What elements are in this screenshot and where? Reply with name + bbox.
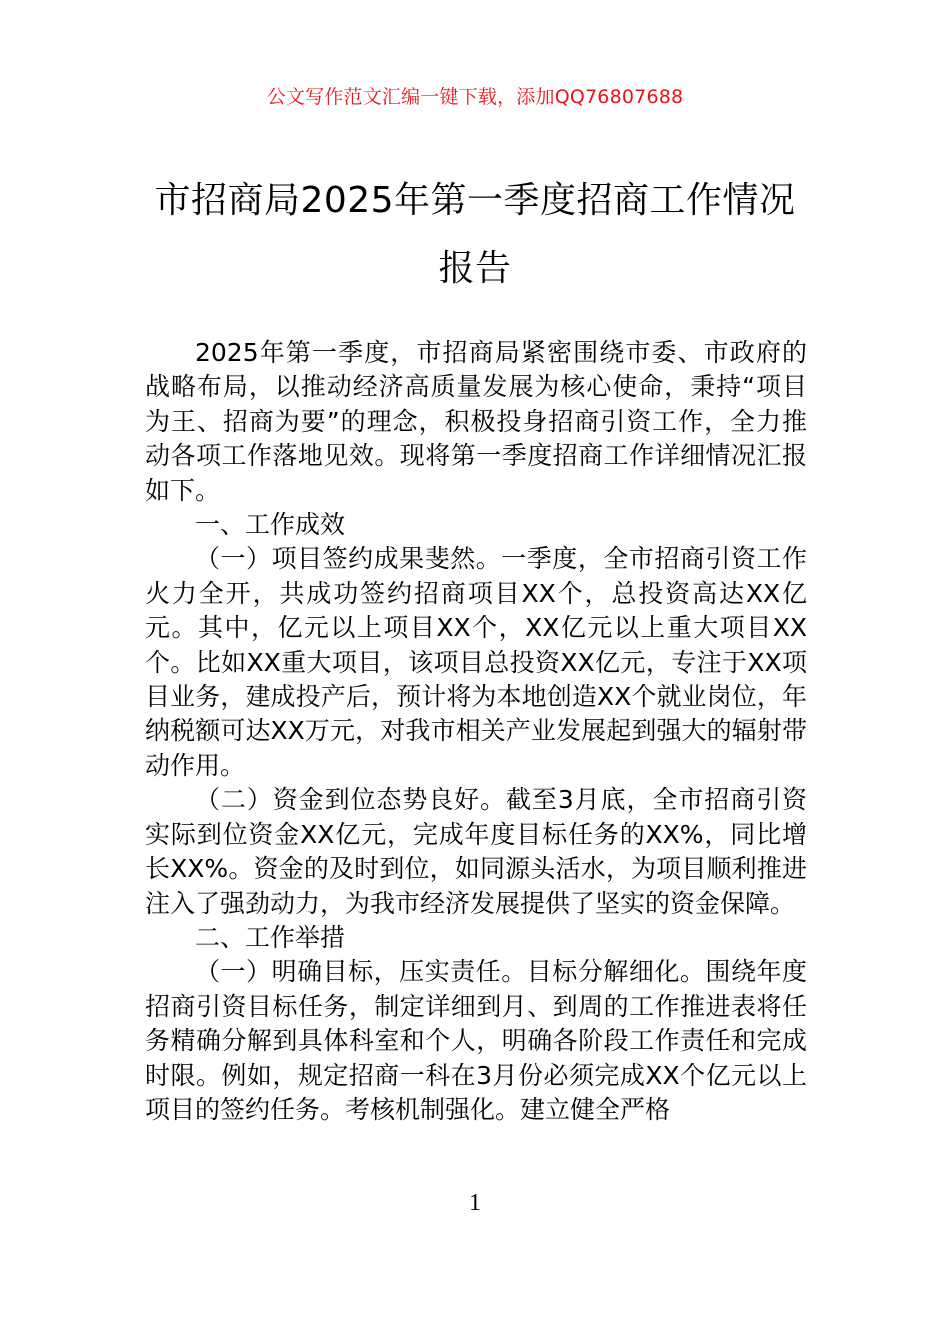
intro-paragraph: 2025年第一季度，市招商局紧密围绕市委、市政府的战略布局，以推动经济高质量发展为核心使命，秉持“项目为王、招商为要”的理念，积极投身招商引资工作，全力推动各项工作落地见效。现将第一季度招商工作详细情况汇报如下。 <box>145 338 807 505</box>
document-body <box>145 336 807 1168</box>
section-heading-measures: 二、工作举措 <box>195 922 346 952</box>
paragraph-funds-arrival: （二）资金到位态势良好。截至3月底，全市招商引资实际到位资金XX亿元，完成年度目标任务的XX%，同比增长XX%。资金的及时到位，如同源头活水，为项目顺利推进注入了强劲动力，为我市经济发展提供了坚实的资金保障。 <box>145 785 807 918</box>
section-heading-results: 一、工作成效 <box>195 510 346 540</box>
paragraph-project-signing: （一）项目签约成果斐然。一季度，全市招商引资工作火力全开，共成功签约招商项目XX个，总投资高达XX亿元。其中，亿元以上项目XX个，XX亿元以上重大项目XX个。比如XX重大项目，该项目总投资XX亿元，专注于XX项目业务，建成投产后，预计将为本地创造XX个就业岗位，年纳税额可达XX万元，对我市相关产业发展起到强大的辐射带动作用。 <box>145 544 807 780</box>
page-number: 1 <box>469 1190 481 1216</box>
download-banner[interactable]: 公文写作范文汇编一键下载，添加QQ76807688 <box>266 86 684 108</box>
paragraph-targets-responsibility: （一）明确目标，压实责任。目标分解细化。围绕年度招商引资目标任务，制定详细到月、到周的工作推进表将任务精确分解到具体科室和个人，明确各阶段工作责任和完成时限。例如，规定招商一科在3月份必须完成XX个亿元以上项目的签约任务。考核机制强化。建立健全严格 <box>145 957 807 1124</box>
document-title: 市招商局2025年第一季度招商工作情况报告 <box>154 180 796 289</box>
